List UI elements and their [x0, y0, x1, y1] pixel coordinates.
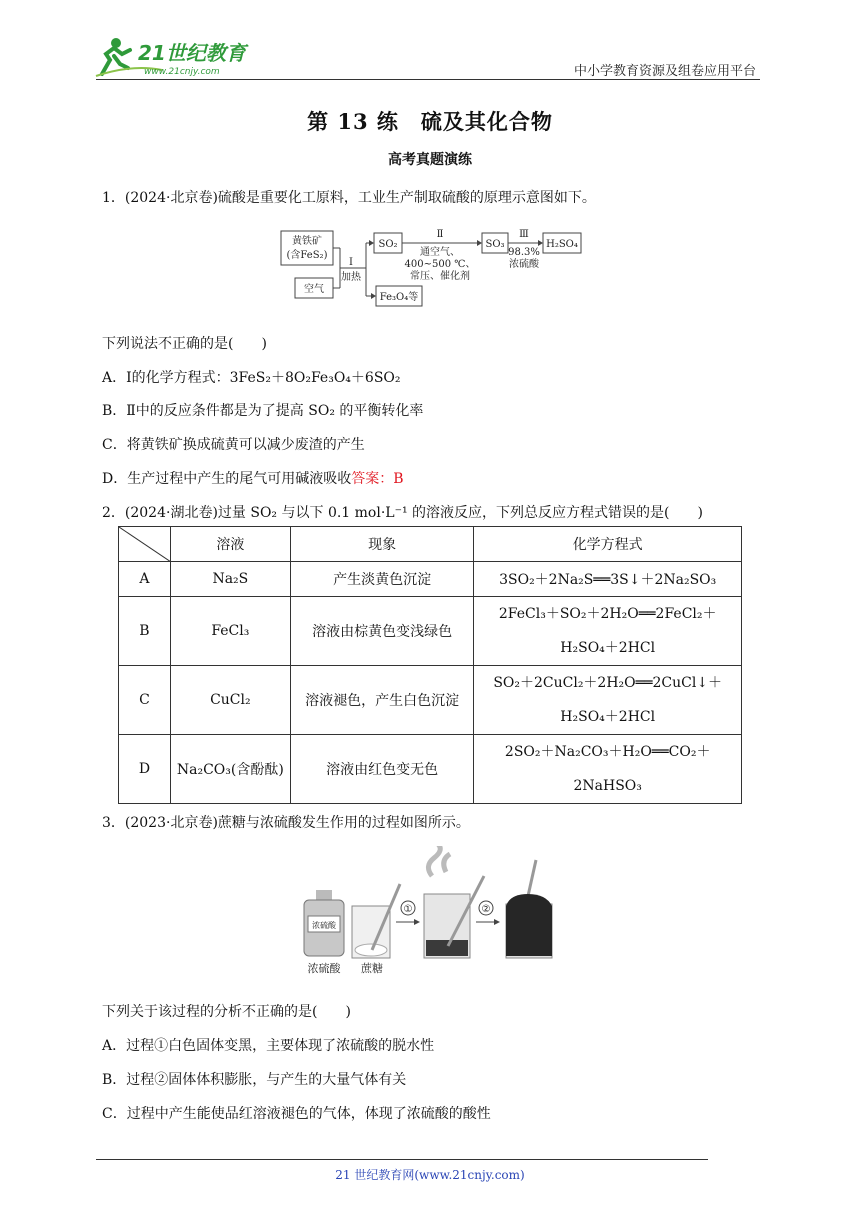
row-phenomenon: 溶液褪色，产生白色沉淀	[290, 666, 474, 735]
table-row	[119, 562, 742, 597]
equation-line: 2SO₂＋Na₂CO₃＋H₂O══CO₂＋	[504, 744, 711, 760]
header-divider	[96, 79, 760, 80]
label-step2-c3: 常压、催化剂	[410, 271, 470, 282]
label-fe3o4: Fe₃O₄等	[379, 292, 419, 303]
row-solution: Na₂S	[170, 562, 290, 597]
table-row	[119, 597, 742, 666]
label-so2: SO₂	[378, 239, 398, 250]
caption-sucrose: 蔗糖	[361, 962, 383, 975]
q1-answer: 答案：B	[351, 471, 404, 487]
row-label: C	[119, 666, 171, 735]
q3-option-c: C．过程中产生能使品红溶液褪色的气体，体现了浓硫酸的酸性	[102, 1106, 491, 1122]
q3-prompt: 下列关于该过程的分析不正确的是( )	[102, 1004, 351, 1020]
row-equation	[474, 735, 742, 804]
row-label: A	[119, 562, 171, 597]
equation-line: H₂SO₄＋2HCl	[560, 640, 656, 656]
step2-label: ②	[481, 904, 491, 915]
platform-name: 中小学教育资源及组卷应用平台	[573, 64, 756, 79]
row-label: D	[119, 735, 171, 804]
row-solution: CuCl₂	[170, 666, 290, 735]
section-subtitle: 高考真题演练	[388, 152, 472, 168]
equation-line: 3SO₂＋2Na₂S══3S↓＋2Na₂SO₃	[499, 572, 717, 588]
beaker-expanded-icon	[506, 860, 552, 958]
table-row	[119, 735, 742, 804]
q1-option-d-row	[102, 468, 404, 488]
step1-label: ①	[403, 904, 413, 915]
table-header-phenomenon: 现象	[290, 527, 474, 562]
table-corner-cell	[119, 527, 171, 562]
row-solution: Na₂CO₃(含酚酞)	[170, 735, 290, 804]
row-phenomenon: 溶液由红色变无色	[290, 735, 474, 804]
bottle-label: 浓硫酸	[312, 921, 336, 930]
footer-link[interactable]: 21 世纪教育网(www.21cnjy.com)	[335, 1168, 525, 1182]
page-title: 第 13 练 硫及其化合物	[307, 109, 553, 134]
label-step2: Ⅱ	[436, 229, 444, 240]
q2-stem: 2．(2024·湖北卷)过量 SO₂ 与以下 0.1 mol·L⁻¹ 的溶液反应，下列总反应方程式错误的是( )	[102, 505, 703, 521]
label-h2so4: H₂SO₄	[546, 239, 578, 250]
row-label: B	[119, 597, 171, 666]
footer-divider	[96, 1159, 708, 1160]
sucrose-experiment-figure	[300, 846, 562, 980]
q3-stem: 3．(2023·北京卷)蔗糖与浓硫酸发生作用的过程如图所示。	[102, 815, 470, 831]
label-so3: SO₃	[485, 239, 505, 250]
label-pyrite: 黄铁矿	[292, 236, 322, 247]
beaker-sugar-icon	[352, 884, 400, 958]
label-pyrite-formula: (含FeS₂)	[286, 250, 328, 261]
runner-logo-icon	[92, 34, 262, 78]
row-phenomenon: 溶液由棕黄色变浅绿色	[290, 597, 474, 666]
table-header-row	[119, 527, 742, 562]
label-step3-c1: 98.3%	[508, 247, 540, 258]
logo-url: www.21cnjy.com	[144, 67, 220, 77]
q1-stem: 1．(2024·北京卷)硫酸是重要化工原料，工业生产制取硫酸的原理示意图如下。	[102, 190, 596, 206]
sulfuric-acid-process-diagram	[278, 224, 588, 312]
equation-line: SO₂＋2CuCl₂＋2H₂O══2CuCl↓＋	[493, 675, 723, 691]
logo-text: 21世纪教育	[138, 41, 246, 65]
label-step3: Ⅲ	[519, 229, 529, 240]
beaker-reaction-icon	[424, 846, 484, 958]
table-row	[119, 666, 742, 735]
row-equation	[474, 666, 742, 735]
logo[interactable]	[92, 34, 262, 78]
row-phenomenon: 产生淡黄色沉淀	[290, 562, 474, 597]
q1-option-c: C．将黄铁矿换成硫黄可以减少废渣的产生	[102, 437, 365, 453]
label-step3-c2: 浓硫酸	[509, 259, 539, 270]
table-header-solution: 溶液	[170, 527, 290, 562]
row-equation	[474, 597, 742, 666]
table-header-equation: 化学方程式	[474, 527, 742, 562]
q3-option-a: A．过程①白色固体变黑，主要体现了浓硫酸的脱水性	[102, 1038, 435, 1054]
arrow-step1-icon	[396, 901, 420, 925]
acid-bottle-icon	[304, 890, 344, 956]
caption-acid: 浓硫酸	[307, 962, 341, 975]
equation-line: 2NaHSO₃	[573, 778, 642, 794]
label-step2-c1: 通空气、	[420, 247, 460, 258]
label-step2-c2: 400~500 ℃、	[404, 259, 476, 270]
q1-prompt: 下列说法不正确的是( )	[102, 336, 267, 352]
label-step1-cond: 加热	[341, 272, 361, 283]
q2-table	[118, 526, 742, 804]
label-air: 空气	[304, 284, 324, 295]
q1-option-a: A．Ⅰ的化学方程式：3FeS₂＋8O₂Fe₃O₄＋6SO₂	[102, 370, 401, 386]
diagonal-line	[119, 527, 171, 562]
equation-line: 2FeCl₃＋SO₂＋2H₂O══2FeCl₂＋	[498, 606, 717, 622]
row-solution: FeCl₃	[170, 597, 290, 666]
q1-option-d: D．生产过程中产生的尾气可用碱液吸收	[102, 471, 352, 487]
arrow-step2-icon	[476, 901, 500, 925]
row-equation	[474, 562, 742, 597]
q1-option-b: B．Ⅱ中的反应条件都是为了提高 SO₂ 的平衡转化率	[102, 403, 424, 419]
label-step1: Ⅰ	[349, 257, 353, 268]
q3-option-b: B．过程②固体体积膨胀，与产生的大量气体有关	[102, 1072, 407, 1088]
equation-line: H₂SO₄＋2HCl	[560, 709, 656, 725]
